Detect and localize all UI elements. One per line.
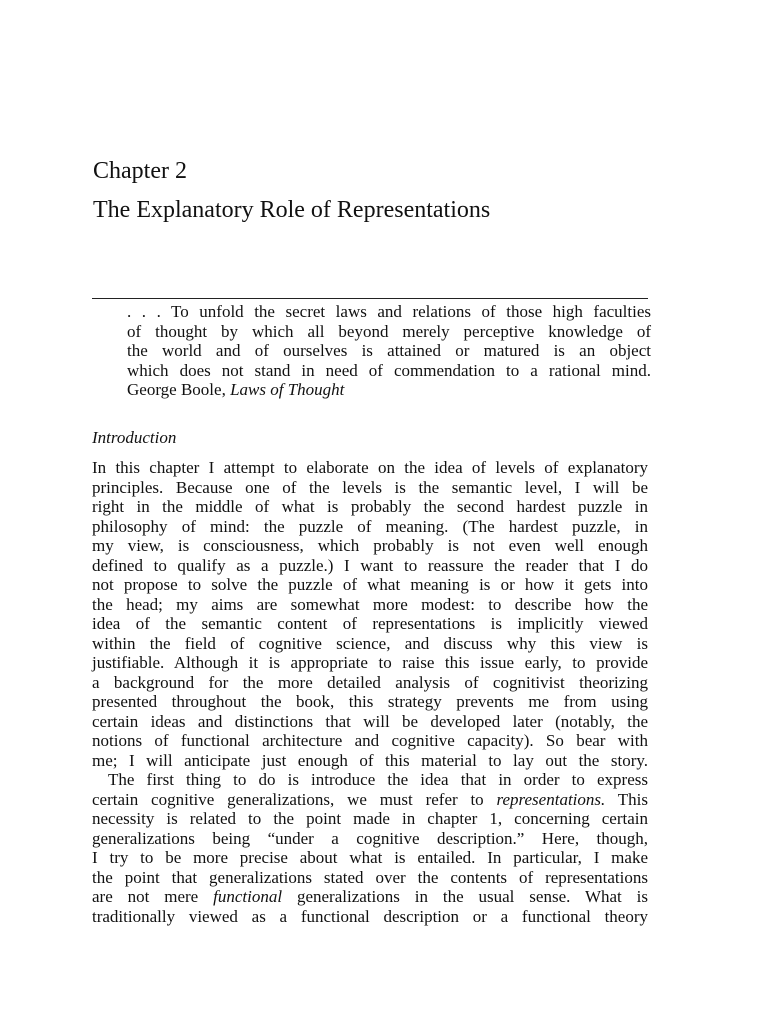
text-segment: generalizations in the usual sense. What is bbox=[282, 887, 648, 906]
text-line: presented throughout the book, this strategy prevents me from using bbox=[92, 692, 648, 711]
text-line: my view, is consciousness, which probably is not even well enough bbox=[92, 536, 648, 555]
epigraph-source bbox=[127, 380, 651, 400]
text-line: defined to qualify as a puzzle.) I want to reassure the reader that I do bbox=[92, 555, 648, 575]
text-line bbox=[92, 790, 648, 810]
text-line: generalizations being “under a cognitive description.” Here, though, bbox=[92, 828, 648, 848]
paragraph-2 bbox=[92, 770, 648, 926]
text-line: not propose to solve the puzzle of what meaning is or how it gets into bbox=[92, 575, 648, 594]
text-line: the head; my aims are somewhat more modest: to describe how the bbox=[92, 594, 648, 614]
text-line: traditionally viewed as a functional description or a functional theory bbox=[92, 906, 648, 926]
text-line: within the field of cognitive science, and discuss why this view is bbox=[92, 633, 648, 653]
text-segment: This bbox=[605, 789, 648, 809]
epigraph-work: Laws of Thought bbox=[230, 380, 345, 400]
text-line: philosophy of mind: the puzzle of meaning. (The hardest puzzle, in bbox=[92, 516, 648, 536]
text-line: idea of the semantic content of representations is implicitly viewed bbox=[92, 614, 648, 633]
text-line: principles. Because one of the levels is the semantic level, I will be bbox=[92, 477, 648, 497]
emphasis-representations: representations. bbox=[496, 789, 606, 809]
text-line: necessity is related to the point made in chapter 1, concerning certain bbox=[92, 809, 648, 828]
text-line: certain ideas and distinctions that will be developed later (notably, the bbox=[92, 711, 648, 731]
paragraph-1 bbox=[92, 458, 648, 770]
text-line: notions of functional architecture and cognitive capacity). So bear with bbox=[92, 731, 648, 750]
text-line: a background for the more detailed analysis of cognitivist theorizing bbox=[92, 672, 648, 692]
epigraph-line: which does not stand in need of commendation to a rational mind. bbox=[127, 360, 651, 380]
text-line: justifiable. Although it is appropriate to raise this issue early, to provide bbox=[92, 653, 648, 672]
section-heading: Introduction bbox=[92, 428, 177, 447]
epigraph-line: of thought by which all beyond merely perceptive knowledge of bbox=[127, 321, 651, 341]
text-line: I try to be more precise about what is entailed. In particular, I make bbox=[92, 848, 648, 867]
text-line: In this chapter I attempt to elaborate on the idea of levels of explanatory bbox=[92, 458, 648, 477]
text-line bbox=[92, 887, 648, 907]
chapter-title: The Explanatory Role of Representations bbox=[93, 197, 491, 223]
epigraph-line: . . . To unfold the secret laws and relations of those high faculties bbox=[127, 302, 651, 321]
text-line: the point that generalizations stated over the contents of representations bbox=[92, 867, 648, 887]
emphasis-functional: functional bbox=[213, 887, 283, 906]
text-segment: certain cognitive generalizations, we must refer to bbox=[92, 789, 497, 809]
text-line: right in the middle of what is probably the second hardest puzzle in bbox=[92, 497, 648, 516]
body-text bbox=[92, 458, 648, 926]
text-line: The first thing to do is introduce the idea that in order to express bbox=[108, 770, 648, 789]
text-line: me; I will anticipate just enough of this material to lay out the story. bbox=[92, 750, 648, 770]
text-segment: are not mere bbox=[92, 887, 214, 906]
epigraph-author: George Boole, bbox=[127, 380, 226, 400]
chapter-label: Chapter 2 bbox=[93, 158, 187, 184]
epigraph bbox=[127, 302, 651, 400]
epigraph-rule bbox=[92, 298, 648, 299]
epigraph-line: the world and of ourselves is attained or matured is an object bbox=[127, 341, 651, 361]
